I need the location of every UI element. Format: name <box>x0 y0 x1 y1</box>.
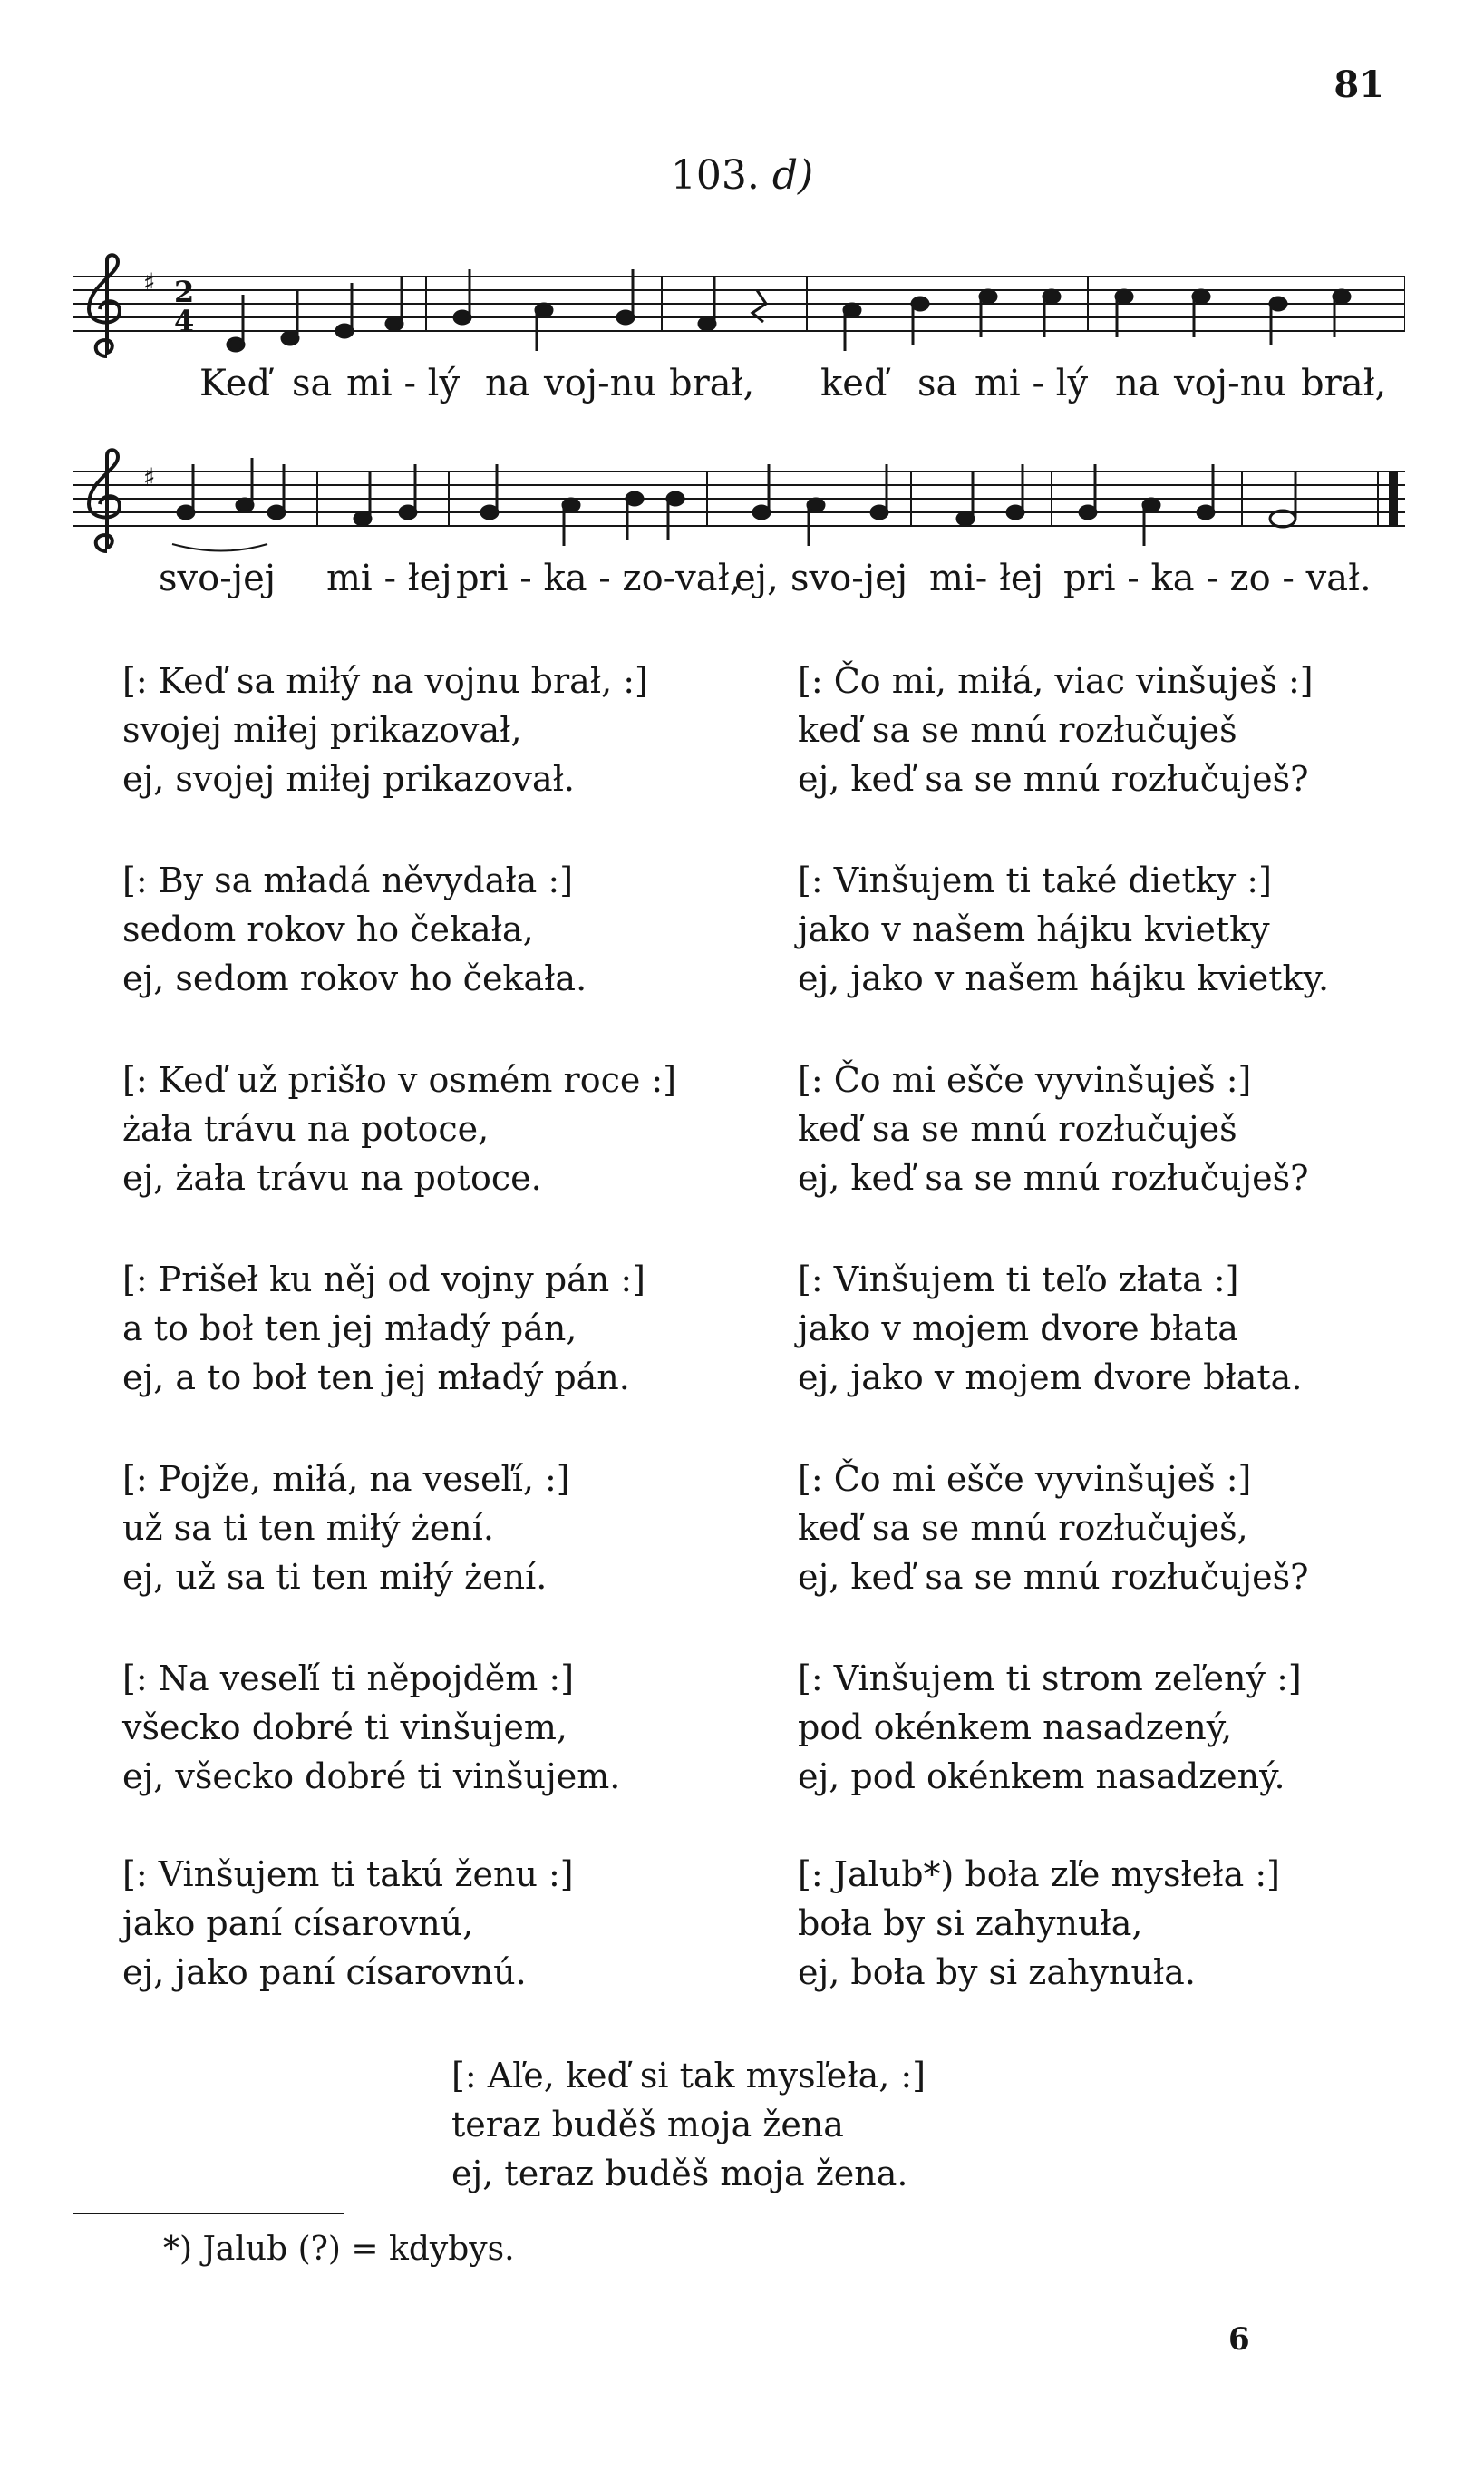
lyric-syllable: pri - ka - zo - vał. <box>1063 558 1372 599</box>
lyric-syllable: brał, <box>1301 363 1387 404</box>
lyrics-line-1 <box>0 363 1484 417</box>
verse-line: teraz buděš moja žena <box>451 2105 844 2144</box>
verse-line: ej, sedom rokov ho čekała. <box>122 958 587 998</box>
verse-line: ej, a to boł ten jej mładý pán. <box>122 1357 630 1397</box>
treble-clef-icon <box>89 255 120 356</box>
verse-line: ej, jako paní císarovnú. <box>122 1952 527 1992</box>
lyric-syllable: sa <box>292 363 333 404</box>
verse-line: jako v mojem dvore błata <box>798 1308 1238 1348</box>
verse-line: už sa ti ten miłý żení. <box>122 1508 494 1548</box>
verse-line: jako paní císarovnú, <box>122 1903 474 1943</box>
verse-line: [: Aľe, keď si tak mysľeła, :] <box>451 2056 926 2096</box>
song-number <box>0 152 1484 199</box>
verse-line: svojej miłej prikazovał, <box>122 710 522 750</box>
verse-line: sedom rokov ho čekała, <box>122 909 534 949</box>
verse-line: ej, keď sa se mnú rozłučuješ? <box>798 1158 1309 1198</box>
verse-line: keď sa se mnú rozłučuješ, <box>798 1508 1248 1548</box>
lyric-syllable: Keď <box>199 363 271 404</box>
verse-line: [: Na veseľí ti něpojděm :] <box>122 1658 575 1698</box>
verse-left-3 <box>122 1055 676 1202</box>
verse-right-7 <box>798 1850 1280 1997</box>
verse-line: [: Čo mi ešče vyvinšuješ :] <box>798 1459 1252 1499</box>
lyric-syllable: svo-jej <box>790 558 908 599</box>
verse-line: ej, teraz buděš moja žena. <box>451 2154 908 2193</box>
song-number-value: 103. <box>670 152 760 199</box>
verse-left-2 <box>122 856 587 1003</box>
verse-line: [: Vinšujem ti strom zeľený :] <box>798 1658 1302 1698</box>
verse-left-5 <box>122 1454 570 1601</box>
verse-line: żała trávu na potoce, <box>122 1109 490 1149</box>
time-signature-top: 2 <box>174 275 195 309</box>
music-staff-2 <box>73 444 1405 562</box>
verse-right-5 <box>798 1454 1308 1601</box>
verse-line: [: Jalub*) boła zľe mysłeła :] <box>798 1854 1280 1894</box>
verse-line: ej, keď sa se mnú rozłučuješ? <box>798 759 1309 799</box>
lyric-syllable: voj-nu <box>544 363 657 404</box>
page-number: 81 <box>1334 63 1384 106</box>
verse-line: [: By sa mładá něvydała :] <box>122 861 574 900</box>
lyric-syllable: mi - łej <box>326 558 452 599</box>
verse-line: [: Čo mi, miłá, viac vinšuješ :] <box>798 661 1314 701</box>
lyric-syllable: sa <box>917 363 958 404</box>
verse-line: ej, boła by si zahynuła. <box>798 1952 1196 1992</box>
svg-text:♯: ♯ <box>143 462 156 492</box>
treble-clef-icon <box>89 450 120 551</box>
lyric-syllable: mi - lý <box>975 363 1089 404</box>
verse-line: ej, jako v našem hájku kvietky. <box>798 958 1330 998</box>
lyric-syllable: ej, <box>734 558 779 599</box>
verse-left-6 <box>122 1654 620 1801</box>
verse-left-4 <box>122 1255 645 1402</box>
verse-line: [: Pojže, miłá, na veseľí, :] <box>122 1459 570 1499</box>
verse-line: [: Prišeł ku něj od vojny pán :] <box>122 1259 645 1299</box>
verse-line: ej, żała trávu na potoce. <box>122 1158 542 1198</box>
verse-line: [: Čo mi ešče vyvinšuješ :] <box>798 1060 1252 1100</box>
verse-line: jako v našem hájku kvietky <box>798 909 1270 949</box>
verse-right-1 <box>798 656 1314 803</box>
lyric-syllable: keď <box>820 363 887 404</box>
lyric-syllable: voj-nu <box>1174 363 1287 404</box>
song-variant-letter: d) <box>771 152 814 199</box>
footnote: *) Jalub (?) = kdybys. <box>163 2231 515 2268</box>
verse-line: ej, všecko dobré ti vinšujem. <box>122 1756 621 1796</box>
footnote-divider <box>73 2213 344 2214</box>
lyric-syllable: mi- łej <box>929 558 1043 599</box>
lyric-syllable: brał, <box>669 363 755 404</box>
lyric-syllable: svo-jej <box>159 558 276 599</box>
sheet-signature: 6 <box>1228 2321 1250 2358</box>
verse-right-2 <box>798 856 1329 1003</box>
svg-text:♯: ♯ <box>143 267 156 297</box>
verse-line: [: Keď sa miłý na vojnu brał, :] <box>122 661 648 701</box>
verse-line: ej, keď sa se mnú rozłučuješ? <box>798 1557 1309 1597</box>
verse-final <box>451 2051 926 2198</box>
verse-line: všecko dobré ti vinšujem, <box>122 1707 567 1747</box>
lyric-syllable: pri - ka - zo-vał, <box>456 558 742 599</box>
verse-line: keď sa se mnú rozłučuješ <box>798 1109 1237 1149</box>
verse-line: [: Vinšujem ti takú ženu :] <box>122 1854 574 1894</box>
verse-line: ej, svojej miłej prikazovał. <box>122 759 576 799</box>
verse-line: ej, jako v mojem dvore błata. <box>798 1357 1303 1397</box>
verse-line: keď sa se mnú rozłučuješ <box>798 710 1237 750</box>
lyrics-line-2 <box>0 558 1484 612</box>
lyric-syllable: mi - lý <box>346 363 461 404</box>
lyric-syllable: na <box>1115 363 1160 404</box>
music-staff-1 <box>73 249 1405 367</box>
verse-right-6 <box>798 1654 1302 1801</box>
verse-right-3 <box>798 1055 1308 1202</box>
verse-line: ej, už sa ti ten miłý żení. <box>122 1557 548 1597</box>
lyric-syllable: na <box>485 363 530 404</box>
verse-line: [: Vinšujem ti teľo złata :] <box>798 1259 1239 1299</box>
verse-line: ej, pod okénkem nasadzený. <box>798 1756 1285 1796</box>
verse-right-4 <box>798 1255 1302 1402</box>
verse-line: a to boł ten jej mładý pán, <box>122 1308 577 1348</box>
verse-left-1 <box>122 656 648 803</box>
time-signature-bottom: 4 <box>174 304 195 338</box>
verse-line: [: Vinšujem ti také dietky :] <box>798 861 1272 900</box>
verse-line: boła by si zahynuła, <box>798 1903 1143 1943</box>
verse-line: pod okénkem nasadzený, <box>798 1707 1233 1747</box>
verse-line: [: Keď už prišło v osmém roce :] <box>122 1060 677 1100</box>
verse-left-7 <box>122 1850 574 1997</box>
